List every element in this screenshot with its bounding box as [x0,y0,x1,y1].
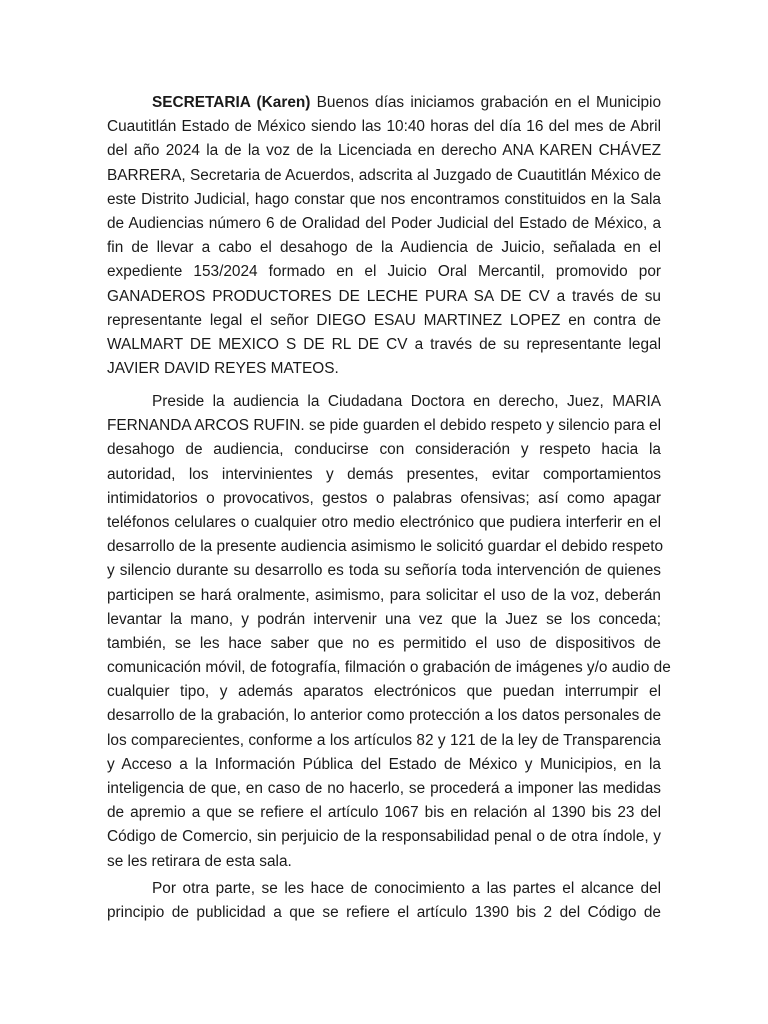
paragraph-1-line-11: WALMART DE MEXICO S DE RL DE CV a través de su representante legal [107,335,661,353]
paragraph-1-line-2: Cuautitlán Estado de México siendo las 10:40 horas del día 16 del mes de Abril [107,118,661,136]
paragraph-1-line-9: GANADEROS PRODUCTORES DE LECHE PURA SA DE CV a través de su [107,287,661,305]
paragraph-1-line-6: de Audiencias número 6 de Oralidad del Poder Judicial del Estado de México, a [107,214,661,232]
paragraph-1-line-10: representante legal el señor DIEGO ESAU MARTINEZ LOPEZ en contra de [107,311,661,329]
paragraph-2-line-15: los comparecientes, conforme a los artículos 82 y 121 de la ley de Transparencia [107,731,661,749]
paragraph-2-line-5: intimidatorios o provocativos, gestos o palabras ofensivas; así como apagar [107,489,661,507]
paragraph-2-line-6: teléfonos celulares o cualquier otro medio electrónico que pudiera interferir en el [107,513,661,531]
paragraph-1-line-7: fin de llevar a cabo el desahogo de la Audiencia de Juicio, señalada en el [107,239,661,257]
paragraph-3-line-1: Por otra parte, se les hace de conocimiento a las partes el alcance del [152,880,661,897]
paragraph-2-line-11: también, se les hace saber que no es permitido el uso de dispositivos de [107,634,661,652]
paragraph-1-line-4: BARRERA, Secretaria de Acuerdos, adscrita al Juzgado de Cuautitlán México de [107,166,661,184]
paragraph-2-line-18: de apremio a que se refiere el artículo 1067 bis en relación al 1390 bis 23 del [107,804,661,822]
paragraph-2-line-2: FERNANDA ARCOS RUFIN. se pide guarden el debido respeto y silencio para el [107,417,661,435]
paragraph-1-line-12: JAVIER DAVID REYES MATEOS. [107,360,339,378]
paragraph-1 [107,91,661,381]
paragraph-2-line-19: Código de Comercio, sin perjuicio de la responsabilidad penal o de otra índole, y [107,828,661,846]
paragraph-3 [107,877,661,925]
paragraph-1-line-1 [107,91,661,115]
paragraph-2-line-4: autoridad, los intervinientes y demás presentes, evitar comportamientos [107,465,661,483]
paragraph-1-line-3: del año 2024 la de la voz de la Licenciada en derecho ANA KAREN CHÁVEZ [107,142,661,160]
paragraph-2-line-13: cualquier tipo, y además aparatos electrónicos que puedan interrumpir el [107,683,661,701]
paragraph-2-line-3: desahogo de audiencia, conducirse con consideración y respeto hacia la [107,441,661,459]
paragraph-2-line-20: se les retirara de esta sala. [107,852,292,870]
paragraph-2-line-1: Preside la audiencia la Ciudadana Doctora en derecho, Juez, MARIA [152,393,661,410]
paragraph-2-line-10: levantar la mano, y podrán intervenir una vez que la Juez se los conceda; [107,610,661,628]
paragraph-2-line-7: desarrollo de la presente audiencia asimismo le solicitó guardar el debido respeto [107,538,664,556]
paragraph-2-line-9: participen se hará oralmente, asimismo, para solicitar el uso de la voz, deberán [107,586,661,604]
speaker-label: SECRETARIA (Karen) [152,94,311,111]
paragraph-2 [107,390,671,874]
paragraph-1-line-1-text: Buenos días iniciamos grabación en el Municipio [310,94,662,111]
paragraph-3-line-2: principio de publicidad a que se refiere el artículo 1390 bis 2 del Código de [107,904,661,922]
paragraph-2-line-16: y Acceso a la Información Pública del Estado de México y Municipios, en la [107,755,661,773]
paragraph-2-line-14: desarrollo de la grabación, lo anterior como protección a los datos personales de [107,707,661,725]
paragraph-1-line-5: este Distrito Judicial, hago constar que nos encontramos constituidos en la Sala [107,190,661,208]
paragraph-1-line-8: expediente 153/2024 formado en el Juicio Oral Mercantil, promovido por [107,263,661,281]
paragraph-2-line-8: y silencio durante su desarrollo es toda su señoría toda intervención de quienes [107,562,661,580]
paragraph-2-line-17: inteligencia de que, en caso de no hacerlo, se procederá a imponer las medidas [107,780,661,797]
paragraph-2-line-12: comunicación móvil, de fotografía, filmación o grabación de imágenes y/o audio de [107,659,671,677]
